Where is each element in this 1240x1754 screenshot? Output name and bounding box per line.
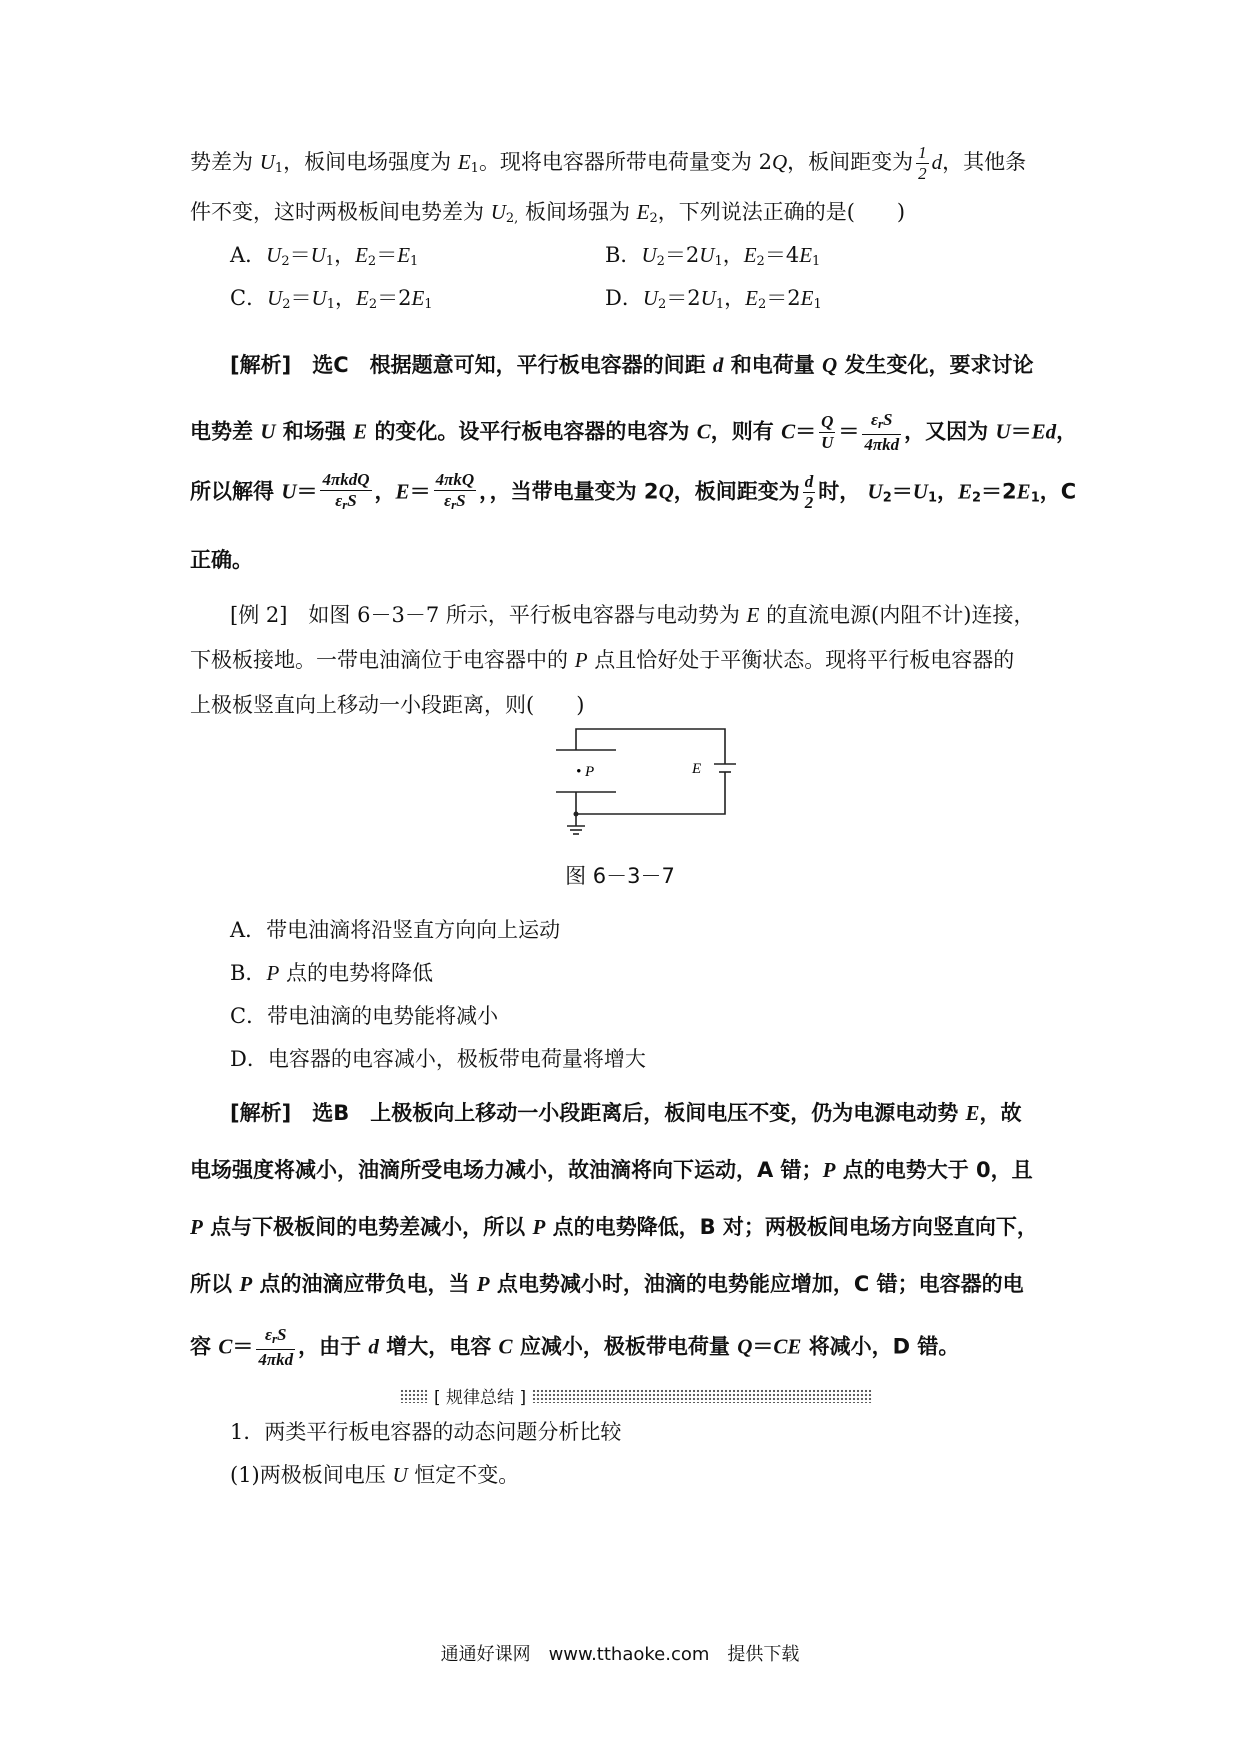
ex2-line1: [例 2] 如图 6－3－7 所示，平行板电容器与电动势为 E 的直流电源(内阻不计)连接， bbox=[230, 603, 1035, 627]
q1-line2: 件不变，这时两极板间电势差为 $U_{2,}$ 板间场强为 $E_2$，下列说法正确的是( ) bbox=[190, 200, 906, 226]
ex2-line2: 下极板接地。一带电油滴位于电容器中的 P 点且恰好处于平衡状态。现将平行板电容器的 bbox=[190, 648, 1015, 672]
summary-item1: 1．两类平行板电容器的动态问题分析比较 bbox=[230, 1420, 622, 1444]
summary-header: [ 规律总结 ] bbox=[400, 1383, 872, 1408]
q1-option-d: D．$U_2=2U_1$，$E_2=2E_1$ bbox=[605, 286, 822, 312]
ex2-analysis-line2: 电场强度将减小，油滴所受电场力减小，故油滴将向下运动，A 错；P 点的电势大于 0，且 bbox=[190, 1158, 1033, 1182]
figure-caption: 图 6－3－7 bbox=[565, 864, 675, 888]
summary-item1-1: (1)两极板间电压 U 恒定不变。 bbox=[230, 1463, 520, 1487]
ex2-option-d: D．电容器的电容减小，极板带电荷量将增大 bbox=[230, 1047, 646, 1071]
q1-option-c: C．$U_2=U_1$，$E_2=2E_1$ bbox=[230, 286, 433, 312]
q1-option-b: B．$U_2=2U_1$，$E_2=4E_1$ bbox=[605, 243, 821, 269]
point-p-label: • P bbox=[576, 764, 595, 780]
ex2-analysis-line4: 所以 P 点的油滴应带负电，当 P 点电势减小时，油滴的电势能应增加，C 错；电容器的电 bbox=[190, 1272, 1024, 1296]
q1-analysis-line2: 电势差 U 和场强 E 的变化。设平行板电容器的电容为 C，则有 C＝ $\frac{Q}{U}$ ＝ $\frac{\varepsilon_rS}{\text{4πkd}}$ ，又因为 U＝Ed， bbox=[190, 410, 1078, 454]
ex2-analysis-line5: 容 C＝ $\frac{\varepsilon_rS}{\text{4πkd}}$ ，由于 d 增大，电容 C 应减小，极板带电荷量 Q＝CE 将减小，D 错。 bbox=[190, 1325, 960, 1369]
ex2-option-a: A．带电油滴将沿竖直方向向上运动 bbox=[230, 918, 561, 942]
ex2-analysis-line1: [解析] 选B 上极板向上移动一小段距离后，板间电压不变，仍为电源电动势 E，故 bbox=[230, 1101, 1022, 1125]
footer: 通通好课网 www.tthaoke.com 提供下载 bbox=[440, 1644, 800, 1665]
ex2-analysis-line3: P 点与下极板间的电势差减小，所以 P 点的电势降低，B 对；两极板间电场方向竖直向下， bbox=[190, 1215, 1038, 1239]
q1-line1: 势差为 $U_1$，板间电场强度为 $E_1$。现将电容器所带电荷量变为 2Q，板间距变为 $\frac{1}{2}$ d，其他条 bbox=[190, 143, 1027, 183]
q1-analysis-line3: 所以解得 U＝ $\frac{\text{4πkdQ}}{\varepsilon_rS}$ ，E＝ $\frac{\text{4πkQ}}{\varepsilon_rS}$ ，，当带电量变为 2Q，板间距变为 $\frac{d}{2}$ 时， $U_2=U_1$，$E_2=2E_1$，C bbox=[190, 470, 1077, 512]
ex2-option-b: B．P 点的电势将降低 bbox=[230, 961, 433, 985]
q1-analysis-line4: 正确。 bbox=[190, 548, 253, 572]
circuit-figure bbox=[540, 720, 750, 850]
q1-option-a: A．$U_2=U_1$，$E_2=E_1$ bbox=[230, 243, 419, 269]
q1-analysis-line1: [解析] 选C 根据题意可知，平行板电容器的间距 d 和电荷量 Q 发生变化，要求讨论 bbox=[230, 353, 1034, 377]
ex2-line3: 上极板竖直向上移动一小段距离，则( ) bbox=[190, 693, 585, 717]
ex2-option-c: C．带电油滴的电势能将减小 bbox=[230, 1004, 499, 1028]
emf-label: E bbox=[692, 761, 702, 777]
